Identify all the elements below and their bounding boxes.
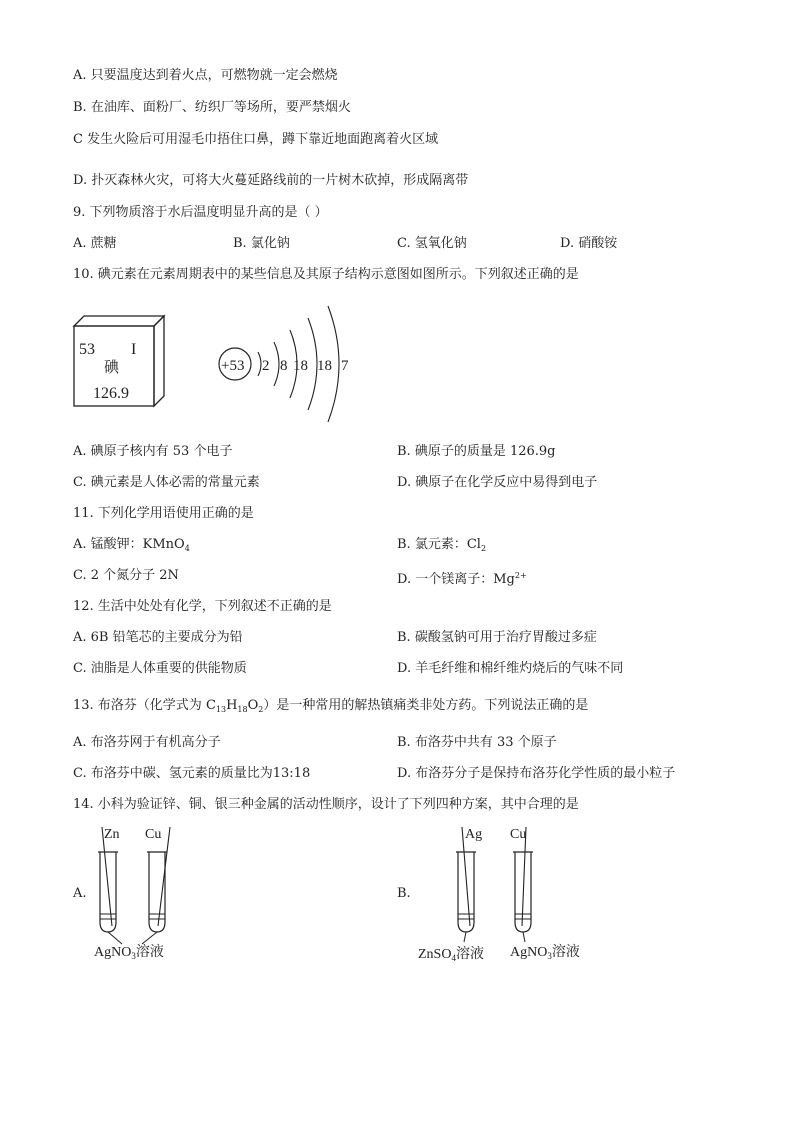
pointer-line-b1 [464, 932, 466, 942]
q11-option-c: C. 2 个氮分子 2N [73, 568, 179, 583]
q14-stem: 14. 小科为验证锌、铜、银三种金属的活动性顺序，设计了下列四种方案，其中合理的是 [73, 797, 579, 812]
q12-option-b: B. 碳酸氢钠可用于治疗胃酸过多症 [397, 630, 597, 645]
q11-option-a: A. 锰酸钾：KMnO$_4$ [73, 537, 190, 553]
pointer-line-b2 [523, 932, 525, 942]
q10-option-c: C. 碘元素是人体必需的常量元素 [73, 475, 260, 490]
q10-option-d: D. 碘原子在化学反应中易得到电子 [397, 475, 598, 490]
element-mass: 126.9 [93, 385, 129, 402]
solution-label-b1: ZnSO$_4$溶液 [418, 947, 484, 963]
q9-option-a: A. 蔗糖 [73, 236, 117, 251]
q13-stem: 13. 布洛芬（化学式为 $C_{13}H_{18}O_2$）是一种常用的解热镇痛类非处方药。下列说法正确的是 [73, 698, 589, 714]
periodic-table-cell [70, 312, 170, 412]
element-name: 碘 [104, 360, 120, 376]
q8-option-b: B. 在油库、面粉厂、纺织厂等场所，要严禁烟火 [73, 100, 351, 115]
q10-option-b: B. 碘原子的质量是 126.9g [397, 444, 556, 459]
shell-electrons-3: 18 [293, 358, 308, 374]
shell-arc-4 [308, 318, 317, 410]
q14-option-b-letter: B. [397, 886, 411, 901]
shell-electrons-1: 2 [262, 358, 270, 374]
q13-option-b: B. 布洛芬中共有 33 个原子 [397, 735, 557, 750]
shell-electrons-5: 7 [341, 358, 349, 374]
q8-option-d: D. 扑灭森林火灾，可将大火蔓延路线前的一片树木砍掉，形成隔离带 [73, 173, 469, 188]
q11-stem: 11. 下列化学用语使用正确的是 [73, 506, 254, 521]
experiment-a-diagram [88, 822, 208, 964]
atom-structure-diagram [210, 290, 360, 435]
q10-stem: 10. 碘元素在元素周期表中的某些信息及其原子结构示意图如图所示。下列叙述正确的是 [73, 267, 579, 282]
q9-stem: 9. 下列物质溶于水后温度明显升高的是（ ） [73, 205, 328, 220]
test-tube-b1 [456, 827, 476, 932]
q11-option-b: B. 氯元素：$Cl_2$ [397, 537, 487, 553]
q13-option-d: D. 布洛芬分子是保持布洛芬化学性质的最小粒子 [397, 766, 676, 781]
q12-option-d: D. 羊毛纤维和棉纤维灼烧后的气味不同 [397, 661, 624, 676]
shell-electrons-2: 8 [280, 358, 288, 374]
metal-label-zn: Zn [104, 827, 120, 842]
nucleus-charge: +53 [221, 358, 245, 374]
metal-label-cu-b: Cu [510, 827, 527, 842]
q8-option-a: A. 只要温度达到着火点，可燃物就一定会燃烧 [73, 68, 338, 83]
q9-option-c: C. 氢氧化钠 [397, 236, 467, 251]
q8-option-c: C 发生火险后可用湿毛巾捂住口鼻，蹲下靠近地面跑离着火区域 [73, 132, 439, 147]
q12-option-c: C. 油脂是人体重要的供能物质 [73, 661, 247, 676]
q11-option-d: D. 一个镁离子：$Mg^{2+}$ [397, 571, 527, 587]
metal-label-cu: Cu [145, 827, 162, 842]
q13-option-a: A. 布洛芬网于有机高分子 [73, 735, 221, 750]
solution-label-b2: AgNO$_3$溶液 [510, 945, 580, 961]
experiment-b-diagram [412, 822, 602, 967]
q13-option-c: C. 布洛芬中碳、氢元素的质量比为13:18 [73, 766, 311, 781]
q9-option-b: B. 氯化钠 [233, 236, 290, 251]
test-tube-1 [98, 827, 118, 932]
element-number: 53 [79, 341, 95, 358]
shell-electrons-4: 18 [317, 358, 332, 374]
q12-stem: 12. 生活中处处有化学，下列叙述不正确的是 [73, 599, 332, 614]
pointer-line-2 [142, 932, 157, 944]
q10-option-a: A. 碘原子核内有 53 个电子 [73, 444, 233, 459]
solution-label-a: AgNO$_3$溶液 [94, 945, 164, 961]
pointer-line-1 [108, 932, 122, 944]
element-symbol: I [131, 341, 137, 358]
test-tube-b2 [513, 827, 533, 932]
q9-option-d: D. 硝酸铵 [560, 236, 618, 251]
shell-arc-1 [258, 352, 261, 376]
metal-label-ag: Ag [465, 827, 483, 842]
q14-option-a-letter: A. [73, 886, 87, 901]
test-tube-2 [147, 827, 170, 932]
q12-option-a: A. 6B 铅笔芯的主要成分为铅 [73, 630, 243, 645]
shell-arc-2 [274, 342, 279, 386]
